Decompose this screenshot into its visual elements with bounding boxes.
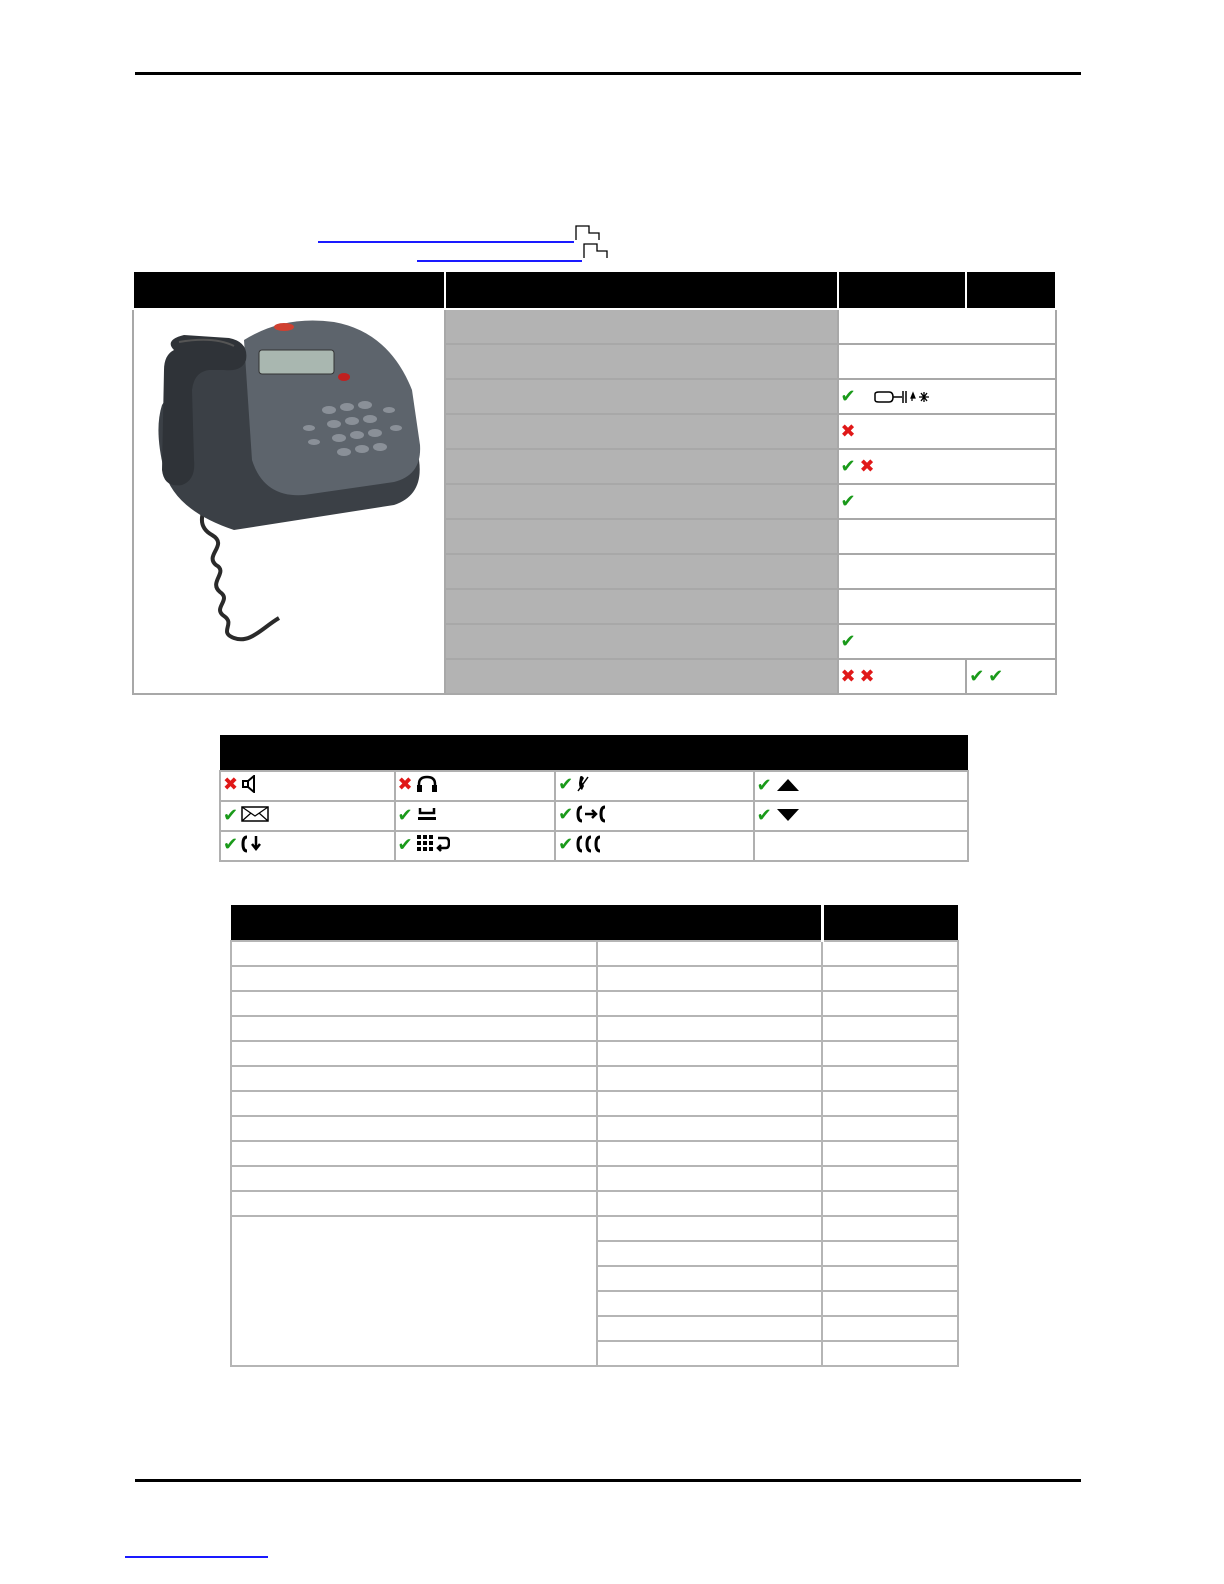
drop-icon: [241, 835, 263, 858]
cross-icon: ✖: [840, 421, 856, 442]
buttons-header: [220, 735, 968, 771]
check-icon: ✔: [558, 774, 574, 796]
table-row: [231, 966, 958, 991]
button-cell-headset: [395, 771, 556, 801]
cross-icon: ✖: [397, 774, 413, 796]
spec-value-cell: [838, 449, 1057, 484]
spec-value-cell: [966, 659, 1056, 694]
hold-icon: [416, 806, 438, 827]
spec-value-cell: [838, 414, 1057, 449]
cross-reference-link-2[interactable]: [417, 238, 582, 262]
spec-label-cell: [445, 344, 838, 379]
table-row: [231, 1191, 958, 1216]
button-cell-message: [220, 801, 395, 831]
footer-link[interactable]: [125, 1556, 268, 1558]
spec-label-cell: [445, 659, 838, 694]
table-row: [231, 1016, 958, 1041]
volume-up-icon: [775, 778, 801, 797]
details-header-cell: [822, 905, 958, 941]
button-cell-empty: [754, 831, 968, 861]
redial-icon: [416, 834, 450, 859]
conference-icon: [576, 835, 606, 858]
button-cell-redial: [395, 831, 556, 861]
handset-alert-icon: [873, 390, 935, 407]
check-icon: ✔: [988, 666, 1004, 687]
table-row: [231, 1066, 958, 1091]
check-icon: ✔: [558, 804, 574, 826]
spec-header-cell: [133, 272, 445, 309]
cross-icon: ✖: [223, 774, 239, 796]
spec-header-row: [133, 272, 1056, 309]
cross-icon: ✖: [840, 666, 856, 687]
check-icon: ✔: [840, 456, 856, 477]
button-cell-speaker: [220, 771, 395, 801]
spec-value-cell: [838, 344, 1057, 379]
spec-label-cell: [445, 624, 838, 659]
check-icon: ✔: [840, 386, 856, 407]
spec-value-cell: [838, 659, 967, 694]
spec-header-cell: [838, 272, 967, 309]
phone-spec-table: [132, 272, 1057, 695]
cross-icon: ✖: [859, 456, 875, 477]
table-row: [231, 1141, 958, 1166]
footer-rule: [135, 1479, 1081, 1482]
spec-label-cell: [445, 379, 838, 414]
button-cell-transfer: [555, 801, 753, 831]
table-row: [231, 941, 958, 966]
check-icon: ✔: [223, 804, 239, 826]
check-icon: ✔: [397, 804, 413, 826]
spec-label-cell: [445, 414, 838, 449]
table-row: [231, 1116, 958, 1141]
spec-label-cell: [445, 449, 838, 484]
spec-label-cell: [445, 484, 838, 519]
spec-value-cell: [838, 554, 1057, 589]
spec-label-cell: [445, 554, 838, 589]
check-icon: ✔: [397, 834, 413, 856]
transfer-icon: [576, 805, 608, 828]
spec-value-cell: [838, 589, 1057, 624]
spec-value-cell: [838, 519, 1057, 554]
button-cell-conference: [555, 831, 753, 861]
check-icon: ✔: [558, 834, 574, 856]
spec-label-cell: [445, 589, 838, 624]
table-row: [231, 1166, 958, 1191]
check-icon: ✔: [756, 775, 772, 797]
table-row: [231, 1216, 958, 1241]
phone-photo: [133, 309, 445, 694]
speaker-icon: [241, 775, 261, 798]
link-arrow-icon: [575, 225, 595, 239]
spec-header-cell: [966, 272, 1056, 309]
cross-icon: ✖: [859, 666, 875, 687]
mute-icon: [576, 775, 590, 798]
button-cell-volume-down: [754, 801, 968, 831]
spec-label-cell: [445, 309, 838, 344]
table-row: [231, 991, 958, 1016]
link-arrow-icon: [583, 243, 603, 257]
spec-value-cell: [838, 379, 1057, 414]
button-cell-drop: [220, 831, 395, 861]
message-icon: [241, 806, 269, 827]
button-cell-volume-up: [754, 771, 968, 801]
spec-value-cell: [838, 309, 1057, 344]
phone-buttons-table: [219, 735, 969, 862]
spec-value-cell: [838, 624, 1057, 659]
details-header-cell: [231, 905, 822, 941]
spec-header-cell: [445, 272, 838, 309]
button-cell-hold: [395, 801, 556, 831]
check-icon: ✔: [840, 491, 856, 512]
button-cell-mute: [555, 771, 753, 801]
spec-value-cell: [838, 484, 1057, 519]
volume-down-icon: [775, 808, 801, 827]
header-rule: [135, 72, 1081, 75]
headset-icon: [416, 775, 438, 798]
check-icon: ✔: [969, 666, 985, 687]
check-icon: ✔: [756, 805, 772, 827]
table-row: [231, 1091, 958, 1116]
table-row: [231, 1041, 958, 1066]
check-icon: ✔: [840, 631, 856, 652]
check-icon: ✔: [223, 834, 239, 856]
details-table: [230, 905, 959, 1367]
spec-label-cell: [445, 519, 838, 554]
